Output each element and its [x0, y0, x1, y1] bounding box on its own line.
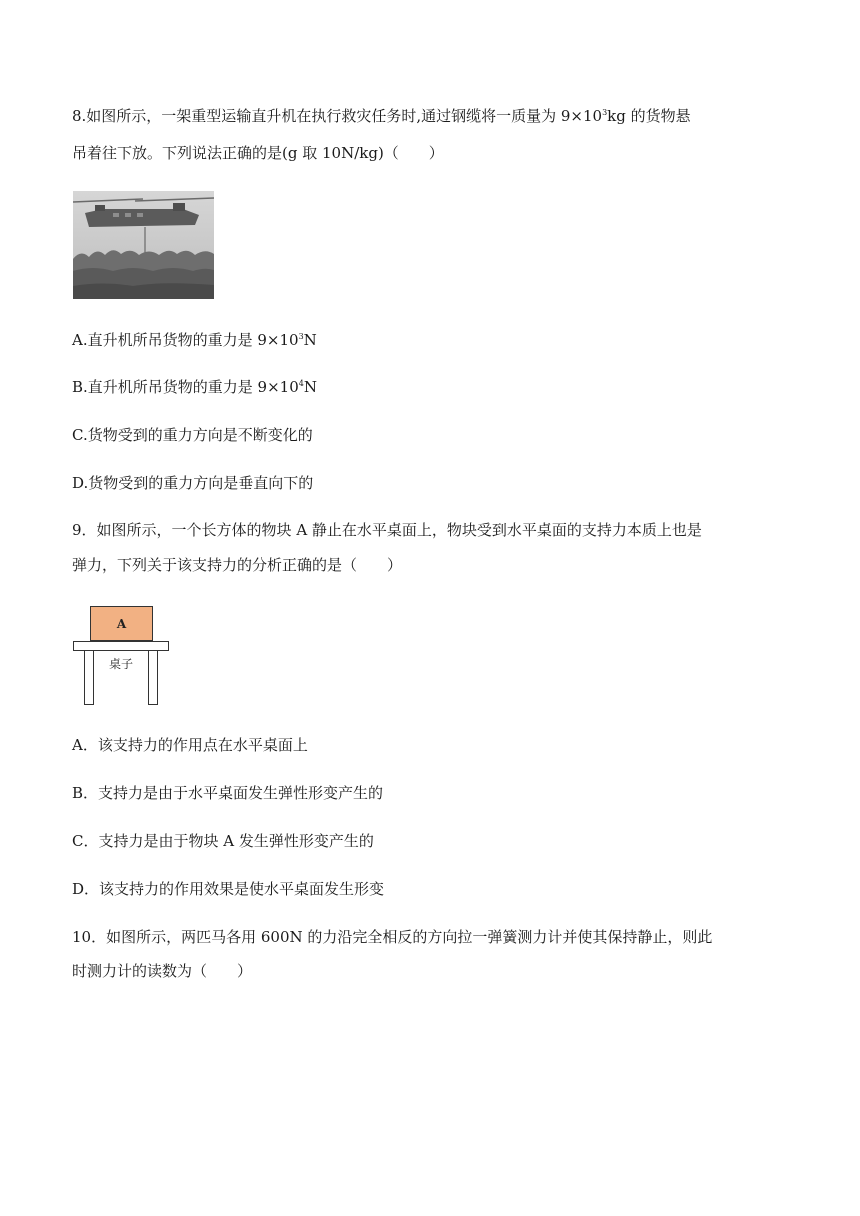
- q8-option-a: A.直升机所吊货物的重力是 $9\times 10^3N$: [72, 331, 317, 349]
- block-label: A: [116, 617, 127, 631]
- q8-helicopter-photo: [73, 191, 214, 299]
- q10-stem-line1: 10．如图所示，两匹马各用 600N 的力沿完全相反的方向拉一弹簧测力计并使其保持静止，则此: [72, 928, 713, 946]
- q9-block-on-table-figure: [72, 604, 172, 708]
- q8-option-c: C.货物受到的重力方向是不断变化的: [72, 426, 313, 444]
- q8-option-d: D.货物受到的重力方向是垂直向下的: [72, 474, 314, 492]
- table-leg-left: [85, 651, 94, 705]
- q8-stem-line2: 吊着往下放。下列说法正确的是(g 取 10N/kg)（ ）: [72, 144, 444, 162]
- q8-option-b: B.直升机所吊货物的重力是 $9\times 10^4N$: [72, 378, 317, 396]
- q9-stem-line1: 9．如图所示，一个长方体的物块 A 静止在水平桌面上，物块受到水平桌面的支持力本质上也是: [72, 521, 702, 539]
- q8-stem-line1: 8.如图所示，一架重型运输直升机在执行救灾任务时,通过钢缆将一质量为 $9\times 10^3kg$ 的货物悬: [72, 107, 691, 125]
- q10-stem-line2: 时测力计的读数为（ ）: [72, 962, 253, 980]
- q9-option-d: D．该支持力的作用效果是使水平桌面发生形变: [72, 880, 385, 898]
- q9-option-c: C．支持力是由于物块 A 发生弹性形变产生的: [72, 832, 374, 850]
- table-top: [74, 642, 169, 651]
- table-label: 桌子: [108, 657, 134, 671]
- q9-stem-line2: 弹力，下列关于该支持力的分析正确的是（ ）: [72, 556, 403, 574]
- q9-option-b: B．支持力是由于水平桌面发生弹性形变产生的: [72, 784, 384, 802]
- table-leg-right: [149, 651, 158, 705]
- q9-option-a: A．该支持力的作用点在水平桌面上: [72, 736, 308, 754]
